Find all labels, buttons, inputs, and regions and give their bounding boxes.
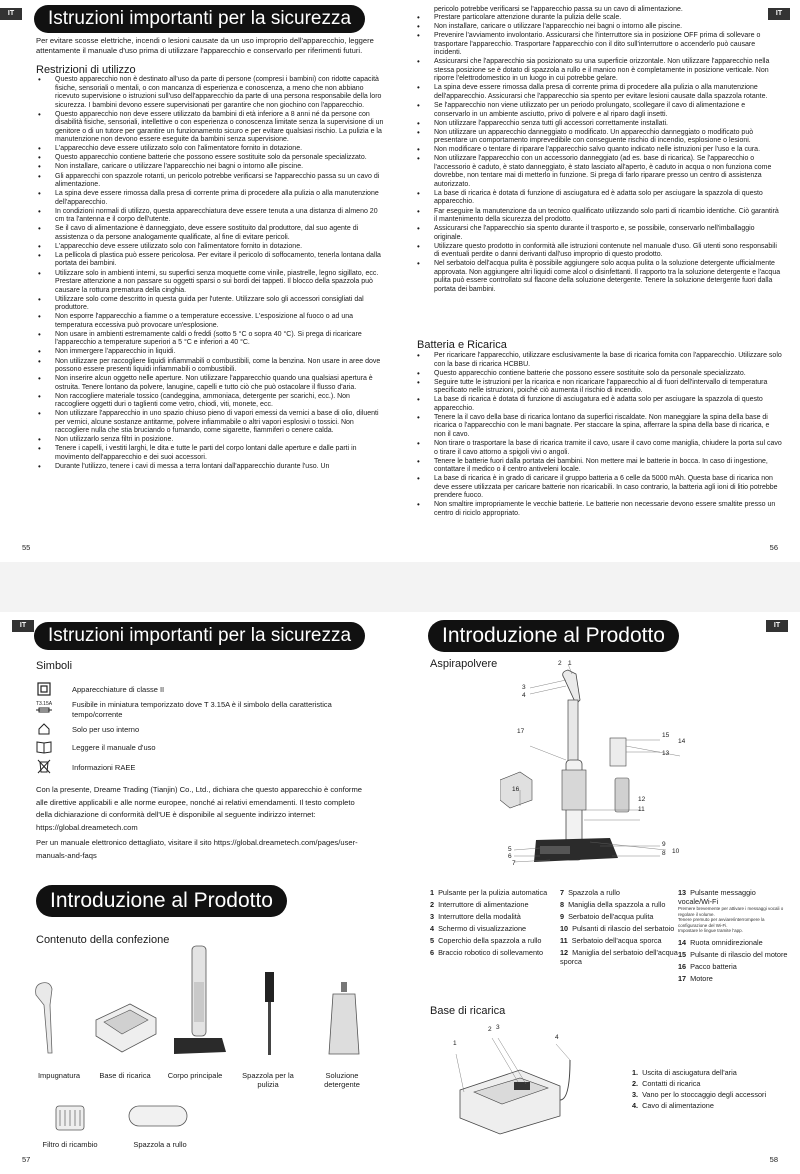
part-item: 12 Maniglia del serbatoio dell'acqua sporca <box>560 948 678 966</box>
bullet-item: • La base di ricarica è dotata di funzione di asciugatura ed è adatta solo per asciugare la spazzola di questo apparecchio. <box>415 190 783 207</box>
roller-brush-illustration <box>125 1102 191 1132</box>
bullet-item: • Non tirare o trasportare la base di ricarica tramite il cavo, usare il cavo come maniglia, chiudere la porta sul cavo o tirare il cavo attorno a spigoli vivi o angoli. <box>415 440 783 457</box>
bullet-item: • Non modificare o tentare di riparare l'apparecchio salvo quanto indicato nelle istruzioni per l'uso e la cura. <box>415 146 783 155</box>
bullet-item: • Non installare, caricare o utilizzare l'apparecchio nei bagni o intorno alle piscine. <box>415 23 783 32</box>
bullet-item: • Utilizzare solo in ambienti interni, su superfici senza moquette come vinile, piastrelle, legno sigillato, ecc. Prestare attenzione a non passare su oggetti sparsi o sui bordi dei tappeti. Il blocco della spazzola può causare la rottura prematura della cinghia. <box>36 270 384 296</box>
part-item: 7 Spazzola a rullo <box>560 888 620 897</box>
part-item: 11 Serbatoio dell'acqua sporca <box>560 936 662 945</box>
bullet-item: • La base di ricarica è in grado di caricare il gruppo batteria a 6 celle da 5000 mAh. Questa base di ricarica non deve essere utilizzata per caricare batterie non ricaricabili. In caso contrario, la batteria agli ioni di litio potrebbe prendere fuoco. <box>415 475 783 501</box>
bullet-item: • Prevenire l'avviamento involontario. Assicurarsi che l'interruttore sia in posizione OFF prima di sollevare o trasportare l'apparecchio. Trasportare l'apparecchio con il dito sull'interruttore o accenderlo può causare incidenti. <box>415 32 783 58</box>
part-item: 9 Serbatoio dell'acqua pulita <box>560 912 654 921</box>
bullet-item: • L'apparecchio deve essere utilizzato solo con l'alimentatore fornito in dotazione. <box>36 243 384 252</box>
box-item-label: Filtro di ricambio <box>42 1140 98 1149</box>
bullet-item: • Non usare in ambienti estremamente caldi o freddi (sotto 5 °C o sopra 40 °C). Si prega di ricaricare l'apparecchio a temperature superiori a 5 °C e inferiori a 40 °C. <box>36 331 384 348</box>
part-item: 4 Schermo di visualizzazione <box>430 924 527 933</box>
part-item: 1 Pulsante per la pulizia automatica <box>430 888 548 897</box>
language-badge: IT <box>0 8 22 20</box>
page-58: IT Introduzione al Prodotto Aspirapolvere 2 1 3 4 5 6 7 8 9 10 11 12 13 14 15 16 17 1 Pulsante per la pulizia automatica 2 Interruttore di alimentazione 3 Interruttore della modalità 4 Schermo di visualizzazione 5 Coperchio della spazzola a rullo 6 Braccio robotico di sollevamento 7 Spazzola a rullo 8 Maniglia della spazzola a rullo 9 Serbatoio dell'acqua pulita 10 Pulsanti di rilascio del serbatoio 11 Serbatoio dell'acqua sporca 12 Maniglia del serbatoio dell'acqua sporca 13 Pulsante messaggio vocale/Wi-Fi Premere brevemente per attivare i messaggi vocali o regolare il volume. Tenere premuto per avviare/interrompere la configurazione del Wi-Fi. Impostare le lingue tramite l'app. 14 Ruota omnidirezionale 15 Pulsante di rilascio del motore 16 Pacco batteria 17 Motore Base di ricarica 1 2 3 4 1. Uscita di asciugatura dell'aria 2. Contatti di ricarica 3. Vano per lo stoccaggio degli accessori 4. Cavo di alimentazione 58 <box>400 612 800 1174</box>
bullet-item: • Questo apparecchio non deve essere utilizzato da bambini di età inferiore a 8 anni né da persone con disabilità fisiche, sensoriali, intellettive o con esperienza o conoscenza limitate senza la supervisione di un genitore o di un tutore per garantire un funzionamento sicuro e per evitare qualsiasi rischio. La pulizia e la manutenzione non devono essere eseguite da bambini senza supervisione. <box>36 111 384 145</box>
page-number: 55 <box>22 543 31 552</box>
page-title: Introduzione al Prodotto <box>428 620 679 652</box>
bullet-item: • Non raccogliere materiale tossico (candeggina, ammoniaca, detergente per scarichi, ecc.). Non raccogliere oggetti duri o taglienti come vetro, chiodi, viti, monete, ecc. <box>36 393 384 410</box>
cleaning-brush-illustration <box>260 970 280 1060</box>
bullet-item: • Seguire tutte le istruzioni per la ricarica e non ricaricare l'apparecchio al di fuori dell'intervallo di temperatura specificato nelle istruzioni, poiché ciò aumenta il rischio di incendio. <box>415 379 783 396</box>
bullet-item: • La pellicola di plastica può essere pericolosa. Per evitare il pericolo di soffocamento, tenerla lontana dalla portata dei bambini. <box>36 252 384 269</box>
box-contents-title: Contenuto della confezione <box>36 934 170 946</box>
intro-title: Introduzione al Prodotto <box>36 885 287 917</box>
language-badge: IT <box>12 620 34 632</box>
page-number: 58 <box>769 1155 778 1164</box>
bullet-item: • Non utilizzarlo senza filtri in posizione. <box>36 436 384 445</box>
symbol-row: Solo per uso interno <box>36 722 139 736</box>
dock-part-item: 3. Vano per lo stoccaggio degli accessori <box>632 1090 767 1099</box>
bullet-item: • La spina deve essere rimossa dalla presa di corrente prima di procedere alla pulizia o alla manutenzione dell'apparecchio. <box>36 190 384 207</box>
box-item-label: Spazzola per la pulizia <box>242 1071 294 1089</box>
part-item: 3 Interruttore della modalità <box>430 912 521 921</box>
symbol-row: Informazioni RAEE <box>36 760 135 774</box>
dock-part-item: 4. Cavo di alimentazione <box>632 1101 714 1110</box>
part-item: 10 Pulsanti di rilascio del serbatoio <box>560 924 675 933</box>
intro-text: Per evitare scosse elettriche, incendi o lesioni causate da un uso improprio dell'apparecchio, leggere attentamente il manuale d'uso prima di utilizzare l'apparecchio e conservarlo per riferimenti futuri. <box>36 36 374 55</box>
parts-col-2 <box>560 888 678 966</box>
box-item-label: Soluzione detergente <box>324 1071 360 1089</box>
class-ii-icon <box>36 682 52 696</box>
bullet-list <box>415 14 783 295</box>
bullet-item: • Questo apparecchio contiene batterie che possono essere sostituite solo da personale specializzato. <box>415 370 783 379</box>
part-item: 5 Coperchio della spazzola a rullo <box>430 936 542 945</box>
weee-bin-icon <box>36 760 52 774</box>
bullet-item: • Gli apparecchi con spazzole rotanti, un pericolo potrebbe verificarsi se l'apparecchio passa su un cavo di alimentazione. <box>36 173 384 190</box>
bullet-item: • Non utilizzare l'apparecchio in uno spazio chiuso pieno di vapori emessi da vernici a base di olio, diluenti per vernici, alcune sostanze antitarme, polvere infiammabile o altri vapori esplosivi o tossici. Non raccogliere nulla che stia bruciando o fumando, come sigarette, fiammiferi o cenere calda. <box>36 410 384 436</box>
page-gap <box>0 562 800 612</box>
bullet-item: • La spina deve essere rimossa dalla presa di corrente prima di procedere alla pulizia o alla manutenzione dell'apparecchio. Assicurarsi che l'apparecchio sia spento per evitare lesioni causate dalla spazzola rotante. <box>415 84 783 101</box>
bullet-item: • Non utilizzare l'apparecchio con un accessorio danneggiato (ad es. base di ricarica). Se l'apparecchio o l'accessorio è caduto, è stato danneggiato, è stato lasciato all'aperto, è caduto in acqua o non funziona come dovrebbe, non tentare mai di metterlo in funzione. Si prega di farlo riparare presso un centro di assistenza autorizzato. <box>415 155 783 189</box>
part-item: 8 Maniglia della spazzola a rullo <box>560 900 666 909</box>
parts-col-1 <box>430 888 560 957</box>
bullet-item: • Non smaltire impropriamente le vecchie batterie. Le batterie non necessarie devono essere smaltite presso un centro di riciclo appropriato. <box>415 501 783 518</box>
box-item-label: Impugnatura <box>37 1071 81 1080</box>
bullet-item: • In condizioni normali di utilizzo, questa apparecchiatura deve essere tenuta a una distanza di almeno 20 cm tra l'antenna e il corpo dell'utente. <box>36 208 384 225</box>
part-item: 2 Interruttore di alimentazione <box>430 900 529 909</box>
note-13-line: Impostare le lingue tramite l'app. <box>678 928 743 933</box>
part-item: 16 Pacco batteria <box>678 961 737 971</box>
bullet-item: • Assicurarsi che l'apparecchio sia posizionato su una superficie orizzontale. Non utilizzare l'apparecchio nella stessa posizione se è dotato di spazzola a rullo e il manico non è completamente in posizione verticale. Non riporre l'elettrodomestico in un luogo in cui potrebbe gelare. <box>415 58 783 84</box>
detergent-illustration <box>325 980 365 1058</box>
bullet-item: • Tenere i capelli, i vestiti larghi, le dita e tutte le parti del corpo lontani dalle aperture e dalle parti in movimento dell'apparecchio e dei suoi accessori. <box>36 445 384 462</box>
bullet-item: • Utilizzare questo prodotto in conformità alle istruzioni contenute nel manuale d'uso. Gli utenti sono responsabili di eventuali perdite o danni derivanti dall'uso improprio di questo prodotto. <box>415 243 783 260</box>
bullet-item: • L'apparecchio deve essere utilizzato solo con l'alimentatore fornito in dotazione. <box>36 145 384 154</box>
bullet-item: • Prestare particolare attenzione durante la pulizia delle scale. <box>415 14 783 23</box>
filter-illustration <box>50 1096 90 1136</box>
part-item: 17 Motore <box>678 973 713 983</box>
page-number: 56 <box>769 543 778 552</box>
language-badge: IT <box>768 8 790 20</box>
bullet-item: • Se l'apparecchio non viene utilizzato per un periodo prolungato, scollegare il cavo di alimentazione e conservarlo in un ambiente asciutto, privo di polvere e al riparo dagli insetti. <box>415 102 783 119</box>
bullet-item: • Nel serbatoio dell'acqua pulita è possibile aggiungere solo acqua pulita o la soluzione detergente ufficialmente approvata. Non aggiungere altri liquidi come alcol o disinfettanti. Il rapporto tra la soluzione detergente e l'acqua pulita può essere controllato sul flacone della soluzione detergente. Tenere la soluzione detergente fuori dalla portata dei bambini. <box>415 260 783 294</box>
bullet-item: • Non inserire alcun oggetto nelle aperture. Non utilizzare l'apparecchio quando una qualsiasi apertura è ostruita. Tenere lontano da polvere, lanugine, capelli e tutto ciò che può ostacolare il flusso d'aria. <box>36 375 384 392</box>
handle-illustration <box>30 977 70 1057</box>
bullet-item: • Questo apparecchio contiene batterie che possono essere sostituite solo da personale specializzato. <box>36 154 384 163</box>
battery-bullet-list <box>415 352 783 519</box>
dock-title: Base di ricarica <box>430 1005 506 1017</box>
dock-parts-list <box>632 1067 792 1111</box>
bullet-item: • La base di ricarica è dotata di funzione di asciugatura ed è adatta solo per asciugare la spazzola di questo apparecchio. <box>415 396 783 413</box>
bullet-item: • Non utilizzare per raccogliere liquidi infiammabili o combustibili, come la benzina. Non usare in aree dove possono essere presenti liquidi infiammabili o combustibili. <box>36 358 384 375</box>
note-13-line: Premere brevemente per attivare i messaggi vocali o regolare il volume. <box>678 906 784 917</box>
bullet-item: • Durante l'utilizzo, tenere i cavi di messa a terra lontani dall'apparecchio durante l'uso. Un <box>36 463 384 472</box>
symbol-row: Leggere il manuale d'uso <box>36 740 156 754</box>
bullet-list <box>36 76 384 472</box>
dock-illustration <box>90 990 160 1060</box>
symbols-title: Simboli <box>36 660 73 672</box>
continued-line: pericolo potrebbe verificarsi se l'apparecchio passa su un cavo di alimentazione. <box>434 6 683 13</box>
symbol-row: Apparecchiature di classe II <box>36 682 164 696</box>
parts-col-3 <box>678 888 790 983</box>
bullet-item: • Non utilizzare l'apparecchio senza tutti gli accessori correttamente installati. <box>415 120 783 129</box>
page-57 <box>0 612 400 1174</box>
part-item: 6 Braccio robotico di sollevamento <box>430 948 544 957</box>
part-item: 13 Pulsante messaggio vocale/Wi-Fi <box>678 888 756 906</box>
bullet-item: • Non immergere l'apparecchio in liquidi. <box>36 348 384 357</box>
house-icon <box>36 722 52 736</box>
section-title: Restrizioni di utilizzo <box>36 64 136 76</box>
bullet-item: • Tenere le batterie fuori dalla portata dei bambini. Non mettere mai le batterie in bocca. In caso di ingestione, contattare il medico o il centro antiveleni locale. <box>415 458 783 475</box>
box-item-label: Corpo principale <box>167 1071 223 1080</box>
bullet-item: • Non installare, caricare o utilizzare l'apparecchio nei bagni o intorno alle piscine. <box>36 163 384 172</box>
bullet-item: • Non esporre l'apparecchio a fiamme o a temperature eccessive. L'esposizione al fuoco o ad una temperatura eccessiva può provocare un'esplosione. <box>36 313 384 330</box>
bullet-item: • Tenere la il cavo della base di ricarica lontano da superfici riscaldate. Non maneggiare la spina della base di ricarica o l'apparecchio con le mani bagnate. Per staccare la spina, afferrare la spina della base di ricarica, e non il cavo. <box>415 414 783 440</box>
dock-part-item: 1. Uscita di asciugatura dell'aria <box>632 1068 737 1077</box>
note-13-line: Tenere premuto per avviare/interrompere la configurazione del Wi-Fi. <box>678 917 765 928</box>
bullet-item: • Per ricaricare l'apparecchio, utilizzare esclusivamente la base di ricarica fornita con l'apparecchio. Utilizzare solo con la base di ricarica HCBBU. <box>415 352 783 369</box>
book-icon <box>36 740 52 754</box>
manual-info-text: Per un manuale elettronico dettagliato, visitare il sito https://global.dreametech.com/pages/user-manuals-and-faqs <box>36 838 358 860</box>
vacuum-diagram <box>500 660 700 890</box>
language-badge: IT <box>766 620 788 632</box>
box-item-label: Spazzola a rullo <box>133 1140 187 1149</box>
page-title: Istruzioni importanti per la sicurezza <box>34 622 365 650</box>
part-item: 14 Ruota omnidirezionale <box>678 937 763 947</box>
page-56 <box>400 0 800 562</box>
part-item: 15 Pulsante di rilascio del motore <box>678 949 788 959</box>
bullet-item: • Utilizzare solo come descritto in questa guida per l'utente. Utilizzare solo gli accessori consigliati dal produttore. <box>36 296 384 313</box>
dock-part-item: 2. Contatti di ricarica <box>632 1079 701 1088</box>
box-item-label: Base di ricarica <box>99 1071 151 1080</box>
declaration-text: Con la presente, Dreame Trading (Tianjin) Co., Ltd., dichiara che questo apparecchio è conforme alle direttive applicabili e alle norme europee, nonché ai relativi emendamenti. Il testo completo della dichiarazione di conformità dell'UE è disponibile al seguente indirizzo internet: https://global.dreametech.com <box>36 785 363 832</box>
fuse-icon: T3.15A <box>36 700 52 714</box>
bullet-item: • Se il cavo di alimentazione è danneggiato, deve essere sostituito dal produttore, dal suo agente di assistenza o da persone analogamente qualificate, al fine di evitare pericoli. <box>36 225 384 242</box>
bullet-item: • Questo apparecchio non è destinato all'uso da parte di persone (compresi i bambini) con ridotte capacità fisiche, sensoriali o mentali, o con mancanza di esperienza e conoscenza, a meno che non abbiano ricevuto supervisione o istruzioni sull'uso dell'apparecchio da parte di una persona responsabile della loro sicurezza. I bambini devono essere supervisionati per garantire che non giochino con l'apparecchio. <box>36 76 384 110</box>
bullet-item: • Assicurarsi che l'apparecchio sia spento durante il trasporto e, se possibile, conservarlo nell'imballaggio originale. <box>415 225 783 242</box>
page-55 <box>0 0 400 562</box>
page-number: 57 <box>22 1155 31 1164</box>
bullet-item: • Far eseguire la manutenzione da un tecnico qualificato utilizzando solo parti di ricambio identiche. Ciò garantirà il mantenimento della sicurezza del prodotto. <box>415 208 783 225</box>
section-title: Batteria e Ricarica <box>417 339 507 351</box>
bullet-item: • Non utilizzare un apparecchio danneggiato o modificato. Un apparecchio danneggiato o modificato può presentare un comportamento imprevedibile con conseguente rischio di incendio, esplosione o lesioni. <box>415 129 783 146</box>
main-body-illustration <box>170 942 230 1062</box>
page-title: Istruzioni importanti per la sicurezza <box>34 5 365 33</box>
symbol-row: T3.15A Fusibile in miniatura temporizzato dove T 3.15A è il simbolo della caratteristica tempo/corrente <box>35 700 332 719</box>
vacuum-subtitle: Aspirapolvere <box>430 658 498 670</box>
